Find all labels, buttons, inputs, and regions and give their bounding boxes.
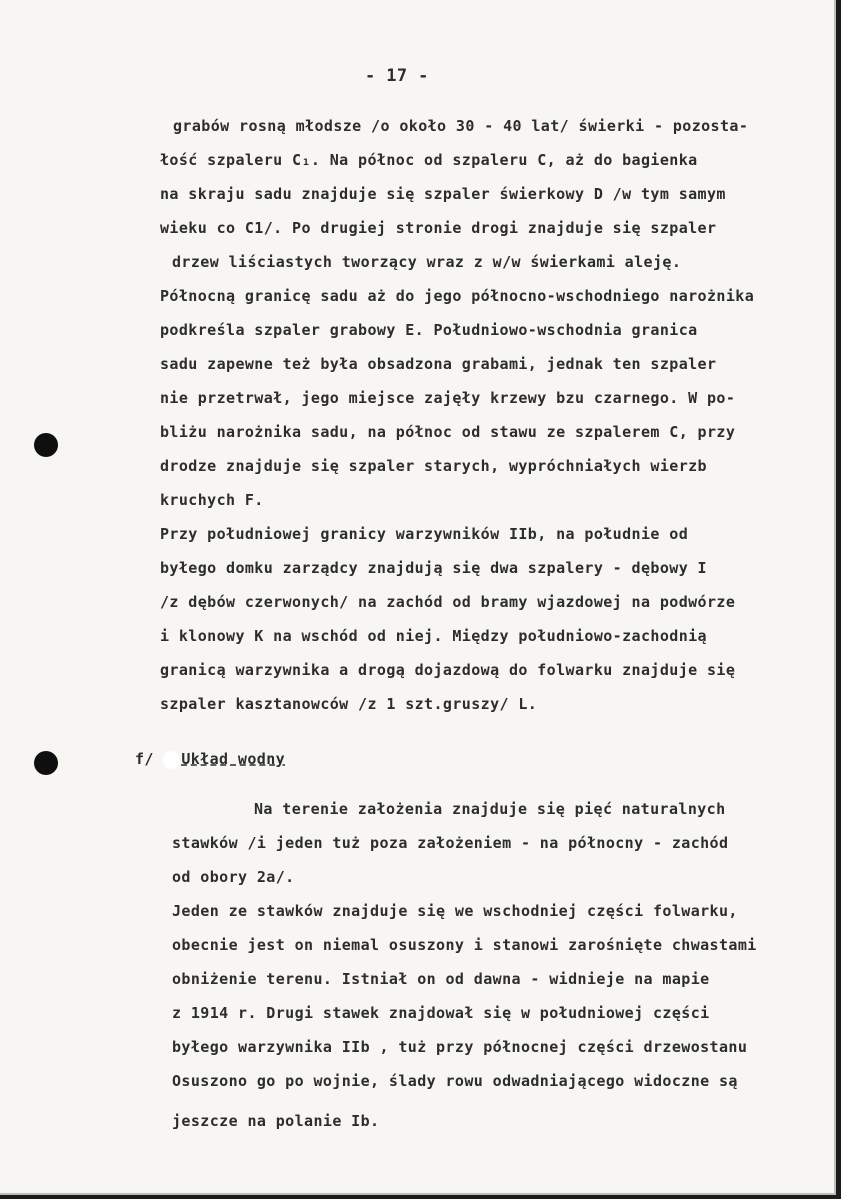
text-line: podkreśla szpaler grabowy E. Południowo-wschodnia granica xyxy=(160,321,698,339)
section-title: Układ wodny xyxy=(181,750,286,768)
text-line: z 1914 r. Drugi stawek znajdował się w południowej części xyxy=(172,1004,710,1022)
text-line: drodze znajduje się szpaler starych, wypróchniałych wierzb xyxy=(160,457,707,475)
text-line: granicą warzywnika a drogą dojazdową do folwarku znajduje się xyxy=(160,661,736,679)
text-line: stawków /i jeden tuż poza założeniem - na północny - zachód xyxy=(172,834,729,852)
text-line: drzew liściastych tworzący wraz z w/w świerkami aleję. xyxy=(172,253,682,271)
text-line: wieku co C1/. Po drugiej stronie drogi znajduje się szpaler xyxy=(160,219,717,237)
text-line: sadu zapewne też była obsadzona grabami, jednak ten szpaler xyxy=(160,355,717,373)
white-blot xyxy=(163,751,179,769)
text-line: obniżenie terenu. Istniał on od dawna - widnieje na mapie xyxy=(172,970,710,988)
section-heading xyxy=(135,750,285,769)
text-line: szpaler kasztanowców /z 1 szt.gruszy/ L. xyxy=(160,695,538,713)
text-line: Osuszono go po wojnie, ślady rowu odwadniającego widoczne są xyxy=(172,1072,738,1090)
text-line: i klonowy K na wschód od niej. Między południowo-zachodnią xyxy=(160,627,707,645)
text-line: bliżu narożnika sadu, na północ od stawu ze szpalerem C, przy xyxy=(160,423,736,441)
text-line: Jeden ze stawków znajduje się we wschodniej części folwarku, xyxy=(172,902,738,920)
text-line: grabów rosną młodsze /o około 30 - 40 lat/ świerki - pozosta- xyxy=(173,117,749,135)
text-line: łość szpaleru C₁. Na północ od szpaleru C, aż do bagienka xyxy=(160,151,698,169)
text-line: byłego domku zarządcy znajdują się dwa szpalery - dębowy I xyxy=(160,559,707,577)
page-number: - 17 - xyxy=(365,66,429,86)
text-line: byłego warzywnika IIb , tuż przy północnej części drzewostanu xyxy=(172,1038,748,1056)
text-line: Na terenie założenia znajduje się pięć naturalnych xyxy=(254,800,726,818)
text-line: na skraju sadu znajduje się szpaler świerkowy D /w tym samym xyxy=(160,185,726,203)
text-line: Przy południowej granicy warzywników IIb, na południe od xyxy=(160,525,689,543)
punch-hole-top xyxy=(34,433,58,457)
punch-hole-bottom xyxy=(34,751,58,775)
text-line: jeszcze na polanie Ib. xyxy=(172,1112,380,1130)
text-line: od obory 2a/. xyxy=(172,868,295,886)
text-line: obecnie jest on niemal osuszony i stanowi zarośnięte chwastami xyxy=(172,936,757,954)
text-line: /z dębów czerwonych/ na zachód od bramy wjazdowej na podwórze xyxy=(160,593,736,611)
text-line: Północną granicę sadu aż do jego północno-wschodniego narożnika xyxy=(160,287,755,305)
text-line: kruchych F. xyxy=(160,491,264,509)
section-marker: f/ xyxy=(135,750,154,768)
text-line: nie przetrwał, jego miejsce zajęły krzewy bzu czarnego. W po- xyxy=(160,389,736,407)
